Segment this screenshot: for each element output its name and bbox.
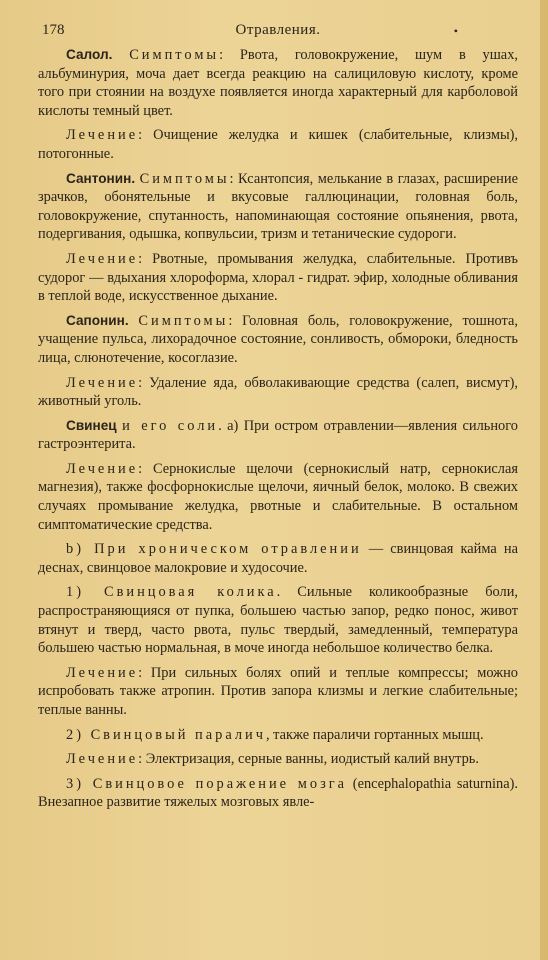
paragraph-salol: Салол. Симптомы: Рвота, головокружение, шум в ушах, альбуминурия, моча дает всегда реакцию на салициловую кислоту, кроме того при стоянии на воздухе появляется иногда характерный для карболовой кислоты темный цвет. — [38, 47, 518, 119]
print-mark: • — [453, 24, 458, 38]
paragraph-lead-paralysis: 2) Свинцовый паралич, также параличи гортанных мышц. — [66, 726, 484, 743]
paragraph-lead-encephalopathy: 3) Свинцовое поражение мозга (encephalopathia saturnina). Внезапное развитие тяжелых мозговых явле- — [38, 775, 518, 811]
page-edge — [540, 0, 548, 960]
paragraph-lead-colic: 1) Свинцовая колика. Сильные коликообразные боли, распространяющияся от пупка, большею частью запор, редко понос, живот втянут и тверд, часто рвота, пульс твердый, замедленный, температура большею частью нормальная, в моче иногда небольшое количество белка. — [38, 584, 518, 657]
paragraph-lead-paralysis-treatment: Лечение: Электризация, серные ванны, иодистый калий внутрь. — [66, 751, 479, 768]
paragraph-santonin-treatment: Лечение: Рвотные, промывания желудка, слабительные. Противъ судорог — вдыхания хлороформа, хлорал - гидрат. эфир, холодные обливания в теплой воде, искусственное дыхание. — [38, 250, 518, 305]
page-body — [38, 46, 518, 812]
paragraph-saponin-treatment: Лечение: Удаление яда, обволакивающие средства (салеп, висмут), животный уголь. — [38, 374, 518, 410]
paragraph-lead-colic-treatment: Лечение: При сильных болях опий и теплые компрессы; можно испробовать также атропин. Против запора клизмы и легкие слабительные; теплые ванны. — [38, 664, 518, 718]
paragraph-salol-treatment: Лечение: Очищение желудка и кишек (слабительные, клизмы), потогонные. — [38, 127, 518, 162]
running-title: Отравления. — [235, 22, 321, 38]
page-number: 178 — [42, 22, 65, 38]
paragraph-lead-chronic: b) При хроническом отравлении — свинцовая кайма на деснах, свинцовое малокровие и худосочие. — [38, 541, 518, 576]
paragraph-lead: Свинец и его соли. а) При остром отравлении—явления сильного гастроэнтерита. — [38, 417, 518, 453]
page-header — [38, 18, 518, 46]
paragraph-santonin: Сантонин. Симптомы: Ксантопсия, мелькание в глазах, расширение зрачков, обонятельные и вкусовые галлюцинации, головная боль, головокружение, спутанность, напоминающая состояние опьянения, рвота, подергивания, одышка, копвульсии, тризм и тетанические судороги. — [38, 170, 518, 243]
paragraph-lead-acute-treatment: Лечение: Сернокислые щелочи (сернокислый натр, сернокислая магнезия), также фосфорнокислые щелочи, яичный белок, молоко. В свежих случаях промывание желудка, рвотные и слабительные. В остальном симптоматические средства. — [38, 460, 518, 533]
paragraph-saponin: Сапонин. Симптомы: Головная боль, головокружение, тошнота, учащение пульса, лихорадочное состояние, сонливость, обмороки, бледность лица, слюнотечение, косоглазие. — [38, 312, 518, 366]
